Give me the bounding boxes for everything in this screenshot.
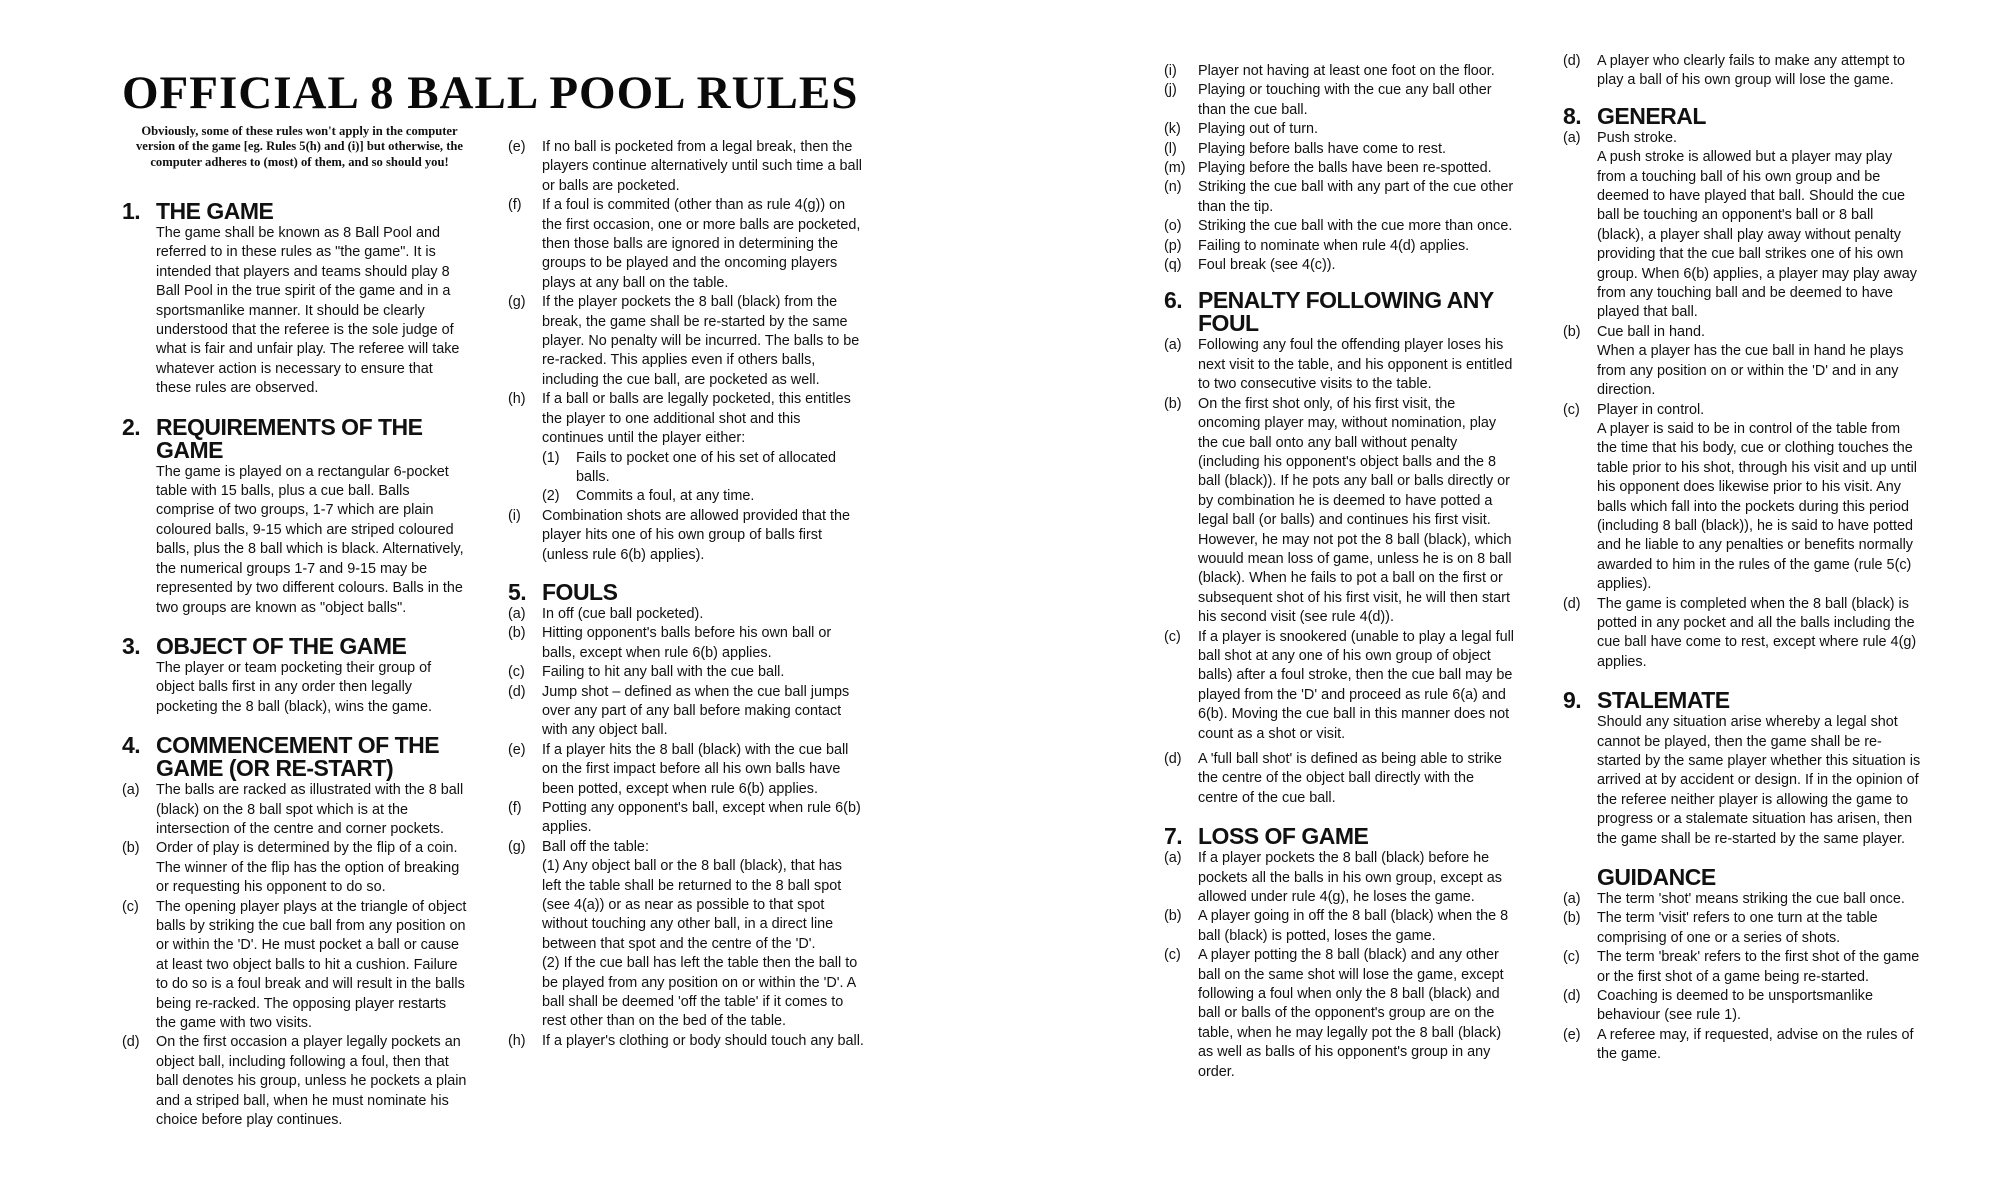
rule-text: On the first occasion a player legally pockets an object ball, including following a foul, then that ball denotes his group, unless he pockets a plain and a striped ball, when he must nominate his choice before play continues. [156, 1034, 467, 1129]
rule-text: Ball off the table: [542, 838, 649, 855]
sub-rule-label: (2) [542, 488, 560, 505]
rule-label: (d) [122, 1034, 140, 1051]
section-number: 2. [122, 413, 141, 440]
rule-item [1164, 628, 1515, 744]
column-2 [508, 138, 864, 1068]
rule-text: A referee may, if requested, advise on the rules of the game. [1597, 1026, 1914, 1063]
section-title: REQUIREMENTS OF THE GAME [156, 413, 423, 463]
rule-item [1563, 401, 1921, 595]
rule-label: (q) [1164, 257, 1182, 274]
rule-label: (c) [1563, 401, 1580, 418]
rule-item [508, 838, 864, 1032]
rule-item [508, 390, 864, 506]
rule-label: (f) [508, 800, 522, 816]
page-title: OFFICIAL 8 BALL POOL RULES [122, 67, 859, 119]
rule-item [1563, 323, 1921, 401]
rule-text: Playing out of turn. [1198, 121, 1318, 138]
rule-label: (m) [1164, 160, 1186, 177]
section-number: 3. [122, 632, 141, 659]
rule-label: (b) [1563, 910, 1581, 927]
rule-text: If a ball or balls are legally pocketed, this entitles the player to one additional shot and this continues until the player either: [542, 391, 851, 447]
rule-item [508, 196, 864, 293]
rule-item [1164, 907, 1515, 946]
rule-item [1164, 237, 1515, 256]
section-title: COMMENCEMENT OF THE GAME (OR RE-START) [156, 732, 440, 782]
section-number: 8. [1563, 102, 1582, 129]
rule-text: Playing before the balls have been re-spotted. [1198, 160, 1492, 177]
rule-item [1164, 140, 1515, 159]
rule-text: Order of play is determined by the flip of a coin. The winner of the flip has the option of breaking or requesting his opponent to do so. [156, 840, 460, 896]
rule-text: Jump shot – defined as when the cue ball jumps over any part of any ball before making contact with any object ball. [542, 683, 850, 739]
rule-item [1164, 256, 1515, 275]
section-title: FOULS [542, 578, 618, 605]
rule-item [1563, 890, 1921, 909]
rule-label: (a) [122, 782, 140, 799]
rule-item [508, 507, 864, 565]
section-number: 6. [1164, 287, 1183, 314]
section-title: LOSS OF GAME [1198, 823, 1369, 850]
rule-item [1164, 81, 1515, 120]
rule-text: The opening player plays at the triangle of object balls by striking the cue ball from any position on or within the 'D'. He must pocket a ball or cause at least two object balls to hit a cushion. Failure to do so is a foul break and will result in the balls being re-racked. The opposing player restarts the game with two visits. [156, 898, 467, 1031]
rule-text: The term 'break' refers to the first shot of the game or the first shot of a game being re-started. [1597, 949, 1920, 985]
rule-label: (l) [1164, 140, 1177, 157]
rule-label: (k) [1164, 121, 1181, 138]
rule-text: On the first shot only, of his first visit, the oncoming player may, without nomination, play the cue ball onto any ball without penalty (including his opponent's object balls and the 8 ball (black)). If he pots any ball or balls directly or by combination he is deemed to have potted a legal ball (or balls) and continues his first visit. However, he may not pot the 8 ball (black), which wouuld mean loss of game, unless he is on 8 ball (black). When he fails to pot a ball on the first or subsequent shot of his first visit, he will then start his second visit (see rule 4(d)). [1198, 395, 1512, 626]
section-penalty [1164, 289, 1515, 808]
rule-item [1563, 1026, 1921, 1065]
rule-heading: Player in control. [1597, 401, 1705, 418]
rule-text: If a player is snookered (unable to play a legal full ball shot at any one of his own group of object balls) after a foul stroke, then the cue ball may be played from the 'D' and proceed as rule 6(a) and 6(b). Moving the cue ball in this manner does not count as a shot or visit. [1198, 628, 1514, 742]
rule-item [508, 741, 864, 799]
right-page [1000, 0, 2011, 1200]
rule-item [508, 683, 864, 741]
rule-item [1563, 948, 1921, 987]
rule-text: A player potting the 8 ball (black) and any other ball on the same shot will lose the game, except following a foul when only the 8 ball (black) and ball or balls of the opponent's group are on the table, when he may legally pot the 8 ball (black) as well as balls of his opponent's group in any order. [1198, 947, 1504, 1080]
rule-item [122, 1033, 467, 1130]
rule-item [122, 781, 467, 839]
rule-item [508, 1032, 864, 1051]
rule-item [508, 799, 864, 838]
section-number: 7. [1164, 823, 1183, 850]
sub-rule-text: (1) Any object ball or the 8 ball (black), that has left the table shall be returned to the 8 ball spot (see 4(a)) or as near as possible to that spot without touching any other ball, in a direct line between that spot and the centre of the 'D'. [542, 858, 842, 952]
rule-label: (d) [1563, 595, 1581, 612]
rule-item [508, 663, 864, 682]
section-loss-of-game [1164, 825, 1515, 1082]
rule-label: (b) [1164, 395, 1182, 412]
rule-item [1164, 62, 1515, 81]
section-number: 5. [508, 578, 527, 605]
rule-text: A player who clearly fails to make any attempt to play a ball of his own group will lose the game. [1597, 53, 1905, 89]
sub-rule-label: (1) [542, 449, 560, 466]
rule-label: (d) [1164, 751, 1182, 767]
rule-item [508, 293, 864, 390]
column-3 [1164, 62, 1515, 1099]
section-guidance [1563, 866, 1921, 1065]
rule-text: Failing to hit any ball with the cue ball. [542, 664, 785, 681]
rule-item [1164, 946, 1515, 1082]
rule-item [1164, 217, 1515, 236]
rule-text: A 'full ball shot' is defined as being able to strike the centre of the object ball directly with the centre of the cue ball. [1198, 751, 1502, 806]
sub-rule [542, 449, 864, 488]
rule-text: Striking the cue ball with any part of the cue other than the tip. [1198, 179, 1514, 215]
rule-label: (g) [508, 838, 526, 855]
section-the-game [122, 200, 467, 399]
rule-label: (p) [1164, 237, 1182, 254]
rule-item [1563, 987, 1921, 1026]
section-object [122, 632, 467, 717]
rule-item [1164, 336, 1515, 394]
rule-label: (b) [1164, 908, 1182, 925]
rule-text: Combination shots are allowed provided that the player hits one of his own group of balls first (unless rule 6(b) applies). [542, 507, 850, 563]
rule-label: (b) [122, 840, 140, 857]
rule-text: If no ball is pocketed from a legal break, then the players continue alternatively until such time a ball or balls are pocketed. [542, 139, 862, 194]
rule-heading: Cue ball in hand. [1597, 323, 1706, 340]
section-number: 1. [122, 198, 141, 224]
rule-item [508, 624, 864, 663]
rule-text: Following any foul the offending player loses his next visit to the table, and his opponent is entitled to two consecutive visits to the table. [1198, 337, 1513, 393]
section-text: The game shall be known as 8 Ball Pool and referred to in these rules as "the game". It is intended that players and teams should play 8 Ball Pool in the true spirit of the game and in a sportsmanlike manner. It should be clearly understood that the referee is the sole judge of what is fair and unfair play. The referee will take whatever action is necessary to ensure that these rules are observed. [156, 225, 460, 397]
rule-label: (a) [1164, 337, 1182, 354]
rule-item [1164, 750, 1515, 808]
rule-label: (i) [1164, 63, 1177, 79]
sub-rule [542, 487, 864, 506]
rule-label: (d) [1563, 988, 1581, 1005]
section-text: The game is played on a rectangular 6-pocket table with 15 balls, plus a cue ball. Balls comprise of two groups, 1-7 which are plain coloured balls, 9-15 which are striped coloured balls, plus the 8 ball which is black. Alternatively, the numerical groups 1-7 and 9-15 may be represented by two different colours. Balls in the two groups are known as "object balls". [156, 463, 464, 616]
rule-text: Coaching is deemed to be unsportsmanlike behaviour (see rule 1). [1597, 988, 1873, 1024]
rule-text: If a foul is commited (other than as rule 4(g)) on the first occasion, one or more balls are pocketed, then those balls are ignored in determining the groups to be played and the oncoming players plays at any ball on the table. [542, 197, 861, 291]
rule-item [1164, 159, 1515, 178]
rule-text: Hitting opponent's balls before his own ball or balls, except when rule 6(b) applies. [542, 625, 832, 661]
sub-rule-text: (2) If the cue ball has left the table then the ball to be played from any position on or within the 'D'. A ball shall be deemed 'off the table' if it comes to rest other than on the bed of the table. [542, 955, 858, 1030]
rule-item [1164, 849, 1515, 907]
section-text: The player or team pocketing their group of object balls first in any order then legally pocketing the 8 ball (black), wins the game. [156, 659, 432, 715]
left-page [0, 0, 1000, 1200]
rule-item [122, 898, 467, 1034]
rule-label: (h) [508, 391, 526, 408]
rule-text: If a player hits the 8 ball (black) with the cue ball on the first impact before all his own balls have been potted, except when rule 6(b) applies. [542, 741, 849, 797]
rule-text: The term 'visit' refers to one turn at the table comprising of one or a series of shots. [1597, 910, 1878, 946]
section-fouls [508, 578, 864, 1051]
rule-text: Playing before balls have come to rest. [1198, 140, 1446, 157]
rule-item [1164, 178, 1515, 217]
rule-label: (b) [1563, 323, 1581, 340]
rule-label: (d) [1563, 53, 1581, 69]
rule-text: Playing or touching with the cue any ball other than the cue ball. [1198, 82, 1492, 118]
rule-label: (c) [1164, 628, 1181, 645]
rule-label: (o) [1164, 218, 1182, 235]
rule-label: (c) [122, 898, 139, 915]
section-requirements [122, 413, 467, 618]
rule-label: (a) [1563, 129, 1581, 146]
rule-text: Potting any opponent's ball, except when rule 6(b) applies. [542, 800, 861, 836]
rule-label: (e) [508, 741, 526, 758]
rule-label: (c) [1563, 949, 1580, 966]
rule-label: (e) [508, 139, 526, 155]
rule-label: (g) [508, 294, 526, 311]
section-title: THE GAME [156, 198, 274, 224]
rule-heading: Push stroke. [1597, 129, 1677, 146]
section-title: GUIDANCE [1597, 864, 1716, 891]
rule-item [1563, 909, 1921, 948]
section-number: 9. [1563, 687, 1582, 714]
rule-label: (a) [508, 605, 526, 622]
section-number: 4. [122, 732, 141, 759]
rule-text: Foul break (see 4(c)). [1198, 257, 1336, 274]
rule-item [1563, 595, 1921, 673]
rule-item [508, 605, 864, 624]
section-stalemate [1563, 689, 1921, 849]
rule-label: (i) [508, 507, 521, 524]
rule-text: Player not having at least one foot on the floor. [1198, 63, 1495, 79]
intro-note: Obviously, some of these rules won't apply in the computer version of the game [eg. Rules 5(h) and (i)] but otherwise, the computer adheres to (most) of them, and so should you! [135, 124, 464, 169]
rule-text: If a player's clothing or body should touch any ball. [542, 1032, 864, 1049]
rule-text: The term 'shot' means striking the cue ball once. [1597, 891, 1905, 908]
rule-item [122, 839, 467, 897]
rule-text: Striking the cue ball with the cue more than once. [1198, 218, 1513, 235]
section-text: Should any situation arise whereby a legal shot cannot be played, then the game shall be re-started by the same player whether this situation is arrived at by accident or design. If in the opinion of the referee neither player is allowing the game to progress or a stalemate situation has arisen, then the game shall be re-started by the same player. [1597, 714, 1921, 847]
rule-label: (f) [508, 197, 522, 214]
rule-item [1563, 52, 1921, 91]
rule-text: A player going in off the 8 ball (black) when the 8 ball (black) is potted, loses the game. [1198, 908, 1509, 944]
rule-text: A player is said to be in control of the table from the time that his body, cue or clothing touches the table prior to his shot, through his visit and up until his opponent does likewise prior to his visit. Any balls which fall into the pockets during this period (including 8 ball (black)), he is said to have potted and he liable to any penalties or benefits normally awarded to him in the rules of the game (rule 5(c) applies). [1597, 420, 1917, 593]
rule-item [1164, 395, 1515, 628]
rule-label: (c) [1164, 947, 1181, 964]
rule-text: If the player pockets the 8 ball (black) from the break, the game shall be re-started by the same player. No penalty will be incurred. The balls to be re-racked. This applies even if others balls, including the cue ball, are pocketed as well. [542, 294, 860, 388]
rule-label: (j) [1164, 82, 1177, 99]
rule-item [508, 138, 864, 196]
rule-label: (c) [508, 664, 525, 681]
sub-rule-text: Commits a foul, at any time. [576, 488, 755, 505]
section-commencement [122, 734, 467, 1130]
section-general [1563, 102, 1921, 672]
sub-rule-text: Fails to pocket one of his set of allocated balls. [576, 449, 836, 485]
rule-text: A push stroke is allowed but a player may play from a touching ball of his own group and be deemed to have played that ball. Should the cue ball be touching an opponent's ball or 8 ball (black), a player shall play away without penalty providing that the cue ball strikes one of his own group. When 6(b) applies, a player may play away from any touching ball and be deemed to have played that ball. [1597, 149, 1917, 321]
rule-item [1164, 120, 1515, 139]
section-title: GENERAL [1597, 102, 1706, 129]
rule-label: (b) [508, 625, 526, 642]
rule-text: In off (cue ball pocketed). [542, 605, 704, 622]
rule-item [1563, 129, 1921, 323]
rule-label: (n) [1164, 179, 1182, 196]
rule-text: When a player has the cue ball in hand he plays from any position on or within the 'D' and in any direction. [1597, 343, 1904, 399]
rule-label: (e) [1563, 1026, 1581, 1043]
section-title: OBJECT OF THE GAME [156, 632, 407, 659]
rule-label: (a) [1563, 891, 1581, 908]
rule-label: (h) [508, 1032, 526, 1049]
rule-label: (d) [508, 683, 526, 700]
column-4 [1563, 52, 1921, 1082]
rule-text: If a player pockets the 8 ball (black) before he pockets all the balls in his own group, except as allowed under rule 4(g), he loses the game. [1198, 850, 1502, 906]
rule-text: Failing to nominate when rule 4(d) applies. [1198, 237, 1470, 254]
rule-text: The game is completed when the 8 ball (black) is potted in any pocket and all the balls including the cue ball have come to rest, except where rule 4(g) applies. [1597, 595, 1917, 670]
rule-label: (a) [1164, 850, 1182, 867]
section-title: STALEMATE [1597, 687, 1730, 714]
column-1 [122, 200, 467, 1147]
rule-text: The balls are racked as illustrated with the 8 ball (black) on the 8 ball spot which is at the intersection of the centre and corner pockets. [156, 782, 464, 837]
section-title: PENALTY FOLLOWING ANY FOUL [1198, 287, 1494, 337]
